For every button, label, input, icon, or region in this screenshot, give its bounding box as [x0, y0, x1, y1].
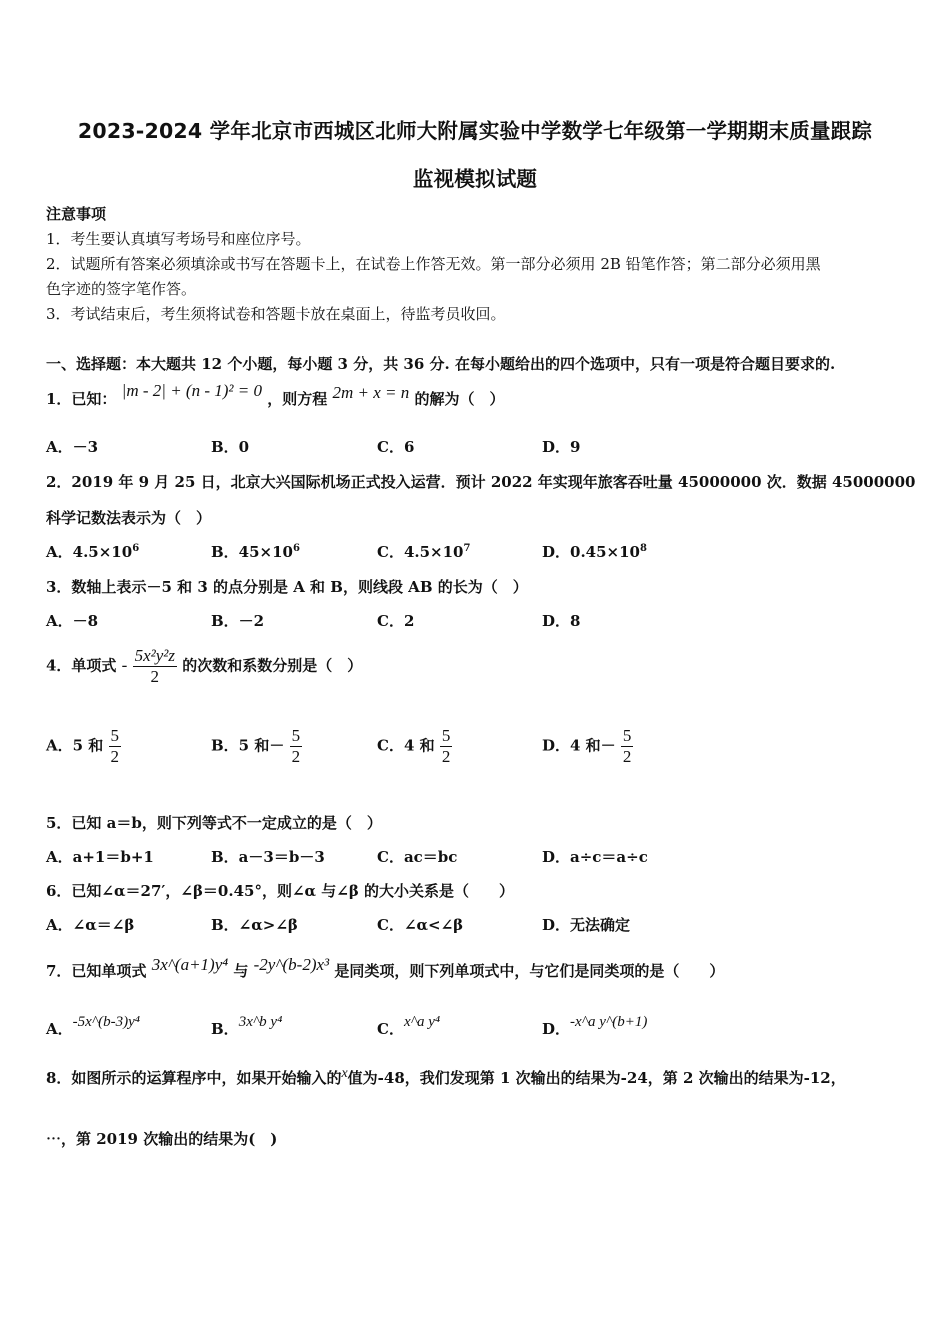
q1-option-c: C．6 — [377, 438, 415, 456]
q4-option-c-text: C．4 和 — [377, 736, 435, 755]
q8-prefix: 8．如图所示的运算程序中，如果开始输入的 — [46, 1069, 342, 1087]
fraction-denominator: 2 — [441, 747, 451, 766]
q1-option-b: B．0 — [211, 438, 250, 456]
q4-option-d — [542, 726, 633, 767]
q7-option-a-expr: -5x^(b-3)y⁴ — [72, 1014, 140, 1030]
q7-option-c — [377, 1014, 441, 1039]
q1-mid: ，则方程 — [267, 390, 328, 408]
q7-suffix: 是同类项，则下列单项式中，与它们是同类项的是（ ） — [334, 962, 725, 980]
fraction-numerator: 5 — [110, 726, 120, 745]
fraction-denominator: 2 — [110, 747, 120, 766]
q2-option-d-text: D．0.45×10 — [542, 543, 640, 561]
q2-option-b-text: B．45×10 — [211, 543, 293, 561]
q7-mid: 与 — [233, 962, 249, 980]
fraction-numerator: 5 — [291, 726, 301, 745]
q3-option-c: C．2 — [377, 612, 415, 630]
q3-option-a: A．－8 — [46, 612, 99, 630]
section-heading: 一、选择题：本大题共 12 个小题，每小题 3 分，共 36 分. 在每小题给出的四个选项中，只有一项是符合题目要求的. — [46, 355, 836, 373]
notice-item: 3．考试结束后，考生须将试卷和答题卡放在桌面上，待监考员收回。 — [46, 305, 506, 323]
q2-option-c-text: C．4.5×10 — [377, 543, 464, 561]
q2-option-a — [46, 541, 139, 562]
q4-denominator: 2 — [150, 667, 160, 686]
q5-option-a: A．a+1＝b+1 — [46, 848, 154, 866]
q7-option-a — [46, 1014, 140, 1039]
notice-item: 2．试题所有答案必须填涂或书写在答题卡上，在试卷上作答无效。第一部分必须用 2B 铅笔作答；第二部分必须用黑 — [46, 255, 821, 273]
q4-suffix: 的次数和系数分别是（ ） — [182, 656, 363, 675]
q2-option-c-exp: 7 — [463, 543, 471, 554]
q6-option-a: A．∠α＝∠β — [46, 916, 135, 934]
question-5: 5．已知 a＝b，则下列等式不一定成立的是（ ） — [46, 814, 382, 832]
q4-option-c-fraction — [440, 726, 453, 767]
q2-option-b — [211, 541, 300, 562]
q1-prefix: 1．已知： — [46, 390, 117, 408]
q6-option-b: B．∠α>∠β — [211, 916, 298, 934]
question-3: 3．数轴上表示－5 和 3 的点分别是 A 和 B，则线段 AB 的长为（ ） — [46, 578, 528, 596]
q3-option-b: B．－2 — [211, 612, 265, 630]
q4-option-a — [46, 726, 121, 767]
question-4 — [46, 646, 362, 687]
q4-sign: - — [121, 655, 128, 675]
q7-expr-1: 3x^(a+1)y⁴ — [151, 955, 229, 974]
question-2-cont: 科学记数法表示为（ ） — [46, 509, 212, 527]
q1-expr-2: 2m + x = n — [332, 383, 410, 402]
q2-option-d-exp: 8 — [639, 543, 647, 554]
question-7 — [46, 955, 725, 981]
question-2: 2．2019 年 9 月 25 日，北京大兴国际机场正式投入运营．预计 2022 年实现年旅客吞吐量 45000000 次．数据 45000000 — [46, 473, 916, 491]
q2-option-c — [377, 541, 470, 562]
q7-option-a-text: A． — [46, 1020, 73, 1038]
q2-option-b-exp: 6 — [293, 543, 300, 554]
q7-option-d-text: D． — [542, 1020, 571, 1038]
q8-suffix: 值为-48，我们发现第 1 次输出的结果为-24，第 2 次输出的结果为-12， — [347, 1069, 846, 1087]
q6-option-d: D．无法确定 — [542, 916, 631, 934]
q4-option-b — [211, 726, 302, 767]
q4-option-a-fraction — [109, 726, 122, 767]
q4-option-b-text: B．5 和－ — [211, 736, 285, 755]
question-8-cont: ⋯，第 2019 次输出的结果为( ) — [46, 1130, 278, 1148]
q5-option-b: B．a－3＝b－3 — [211, 848, 325, 866]
fraction-denominator: 2 — [622, 747, 632, 766]
q1-expr-1: |m - 2| + (n - 1)² = 0 — [121, 381, 262, 400]
q7-expr-2: -2y^(b-2)x³ — [253, 955, 330, 974]
question-8 — [46, 1067, 846, 1088]
q1-option-a: A．－3 — [46, 438, 99, 456]
q1-option-d: D．9 — [542, 438, 581, 456]
page-subtitle: 监视模拟试题 — [412, 167, 538, 191]
notice-item: 1．考生要认真填写考场号和座位序号。 — [46, 230, 311, 248]
question-1 — [46, 381, 505, 409]
q4-option-a-text: A．5 和 — [46, 736, 104, 755]
q2-option-a-exp: 6 — [132, 543, 140, 554]
q2-option-a-text: A．4.5×10 — [46, 543, 133, 561]
q7-option-c-expr: x^a y⁴ — [403, 1014, 441, 1030]
fraction-numerator: 5 — [622, 726, 632, 745]
q4-option-c — [377, 726, 452, 767]
q7-option-b — [211, 1014, 283, 1039]
fraction-numerator: 5 — [441, 726, 451, 745]
page-title: 2023-2024 学年北京市西城区北师大附属实验中学数学七年级第一学期期末质量跟踪 — [77, 119, 873, 143]
q2-option-d — [542, 541, 647, 562]
fraction-denominator: 2 — [291, 747, 301, 766]
notice-item: 色字迹的签字笔作答。 — [46, 280, 197, 298]
q4-fraction — [133, 646, 177, 687]
q7-option-b-text: B． — [211, 1020, 239, 1038]
q7-option-d — [542, 1014, 648, 1039]
q4-option-d-fraction — [621, 726, 634, 767]
question-6: 6．已知∠α＝27′，∠β＝0.45°，则∠α 与∠β 的大小关系是（ ） — [46, 882, 515, 900]
q8-var: x — [341, 1066, 348, 1081]
q4-numerator: 5x²y²z — [134, 646, 175, 665]
q4-option-d-text: D．4 和－ — [542, 736, 616, 755]
q5-option-c: C．ac＝bc — [377, 848, 458, 866]
q6-option-c: C．∠α<∠β — [377, 916, 464, 934]
q4-prefix: 4．单项式 — [46, 656, 117, 675]
q1-suffix: 的解为（ ） — [414, 390, 505, 408]
q4-option-b-fraction — [290, 726, 303, 767]
q5-option-d: D．a÷c＝a÷c — [542, 848, 648, 866]
q7-option-b-expr: 3x^b y⁴ — [238, 1014, 283, 1030]
q7-prefix: 7．已知单项式 — [46, 962, 147, 980]
q7-option-d-expr: -x^a y^(b+1) — [570, 1014, 648, 1030]
q3-option-d: D．8 — [542, 612, 581, 630]
notice-heading: 注意事项 — [46, 205, 107, 223]
q7-option-c-text: C． — [377, 1020, 404, 1038]
